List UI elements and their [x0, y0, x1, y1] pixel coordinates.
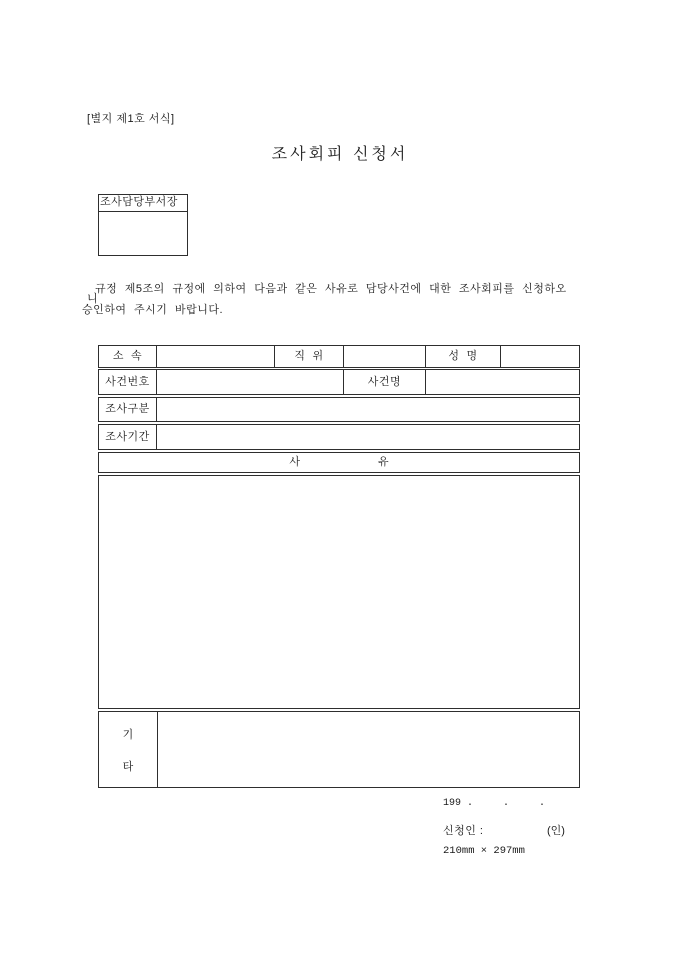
name-value-cell: [501, 346, 579, 367]
etc-label: [99, 712, 158, 787]
row-case-number-name: [98, 369, 580, 395]
approval-signature-area: [99, 212, 187, 256]
position-label: 직 위: [275, 346, 344, 367]
affiliation-label: 소 속: [99, 346, 157, 367]
intro-paragraph-line-3: 승인하여 주시기 바랍니다.: [82, 304, 224, 316]
approval-box: [98, 194, 188, 256]
reason-header-char-left: 사: [289, 456, 300, 468]
etc-label-char-1: 기: [122, 728, 134, 741]
investigation-period-value-cell: [157, 425, 579, 449]
etc-label-char-2: 타: [122, 760, 134, 773]
applicant-label: 신청인 :: [443, 825, 484, 837]
investigation-type-label: 조사구분: [99, 398, 157, 421]
etc-value-cell: [158, 712, 579, 787]
reason-header-char-right: 유: [378, 456, 389, 468]
seal-mark: (인): [547, 825, 565, 837]
intro-paragraph-line-1: 규정 제5조의 규정에 의하여 다음과 같은 사유로 담당사건에 대한 조사회피를 신청하오: [95, 283, 567, 295]
row-affiliation-position-name: [98, 345, 580, 368]
reason-header-row: [98, 452, 580, 473]
row-etc: [98, 711, 580, 788]
case-number-value-cell: [157, 370, 344, 394]
paper-size-note: 210mm × 297mm: [443, 845, 525, 857]
page-title: 조사회피 신청서: [271, 146, 409, 163]
date-line: 199 . . .: [443, 798, 546, 809]
intro-paragraph-line-2: 니: [87, 293, 99, 305]
row-investigation-type: [98, 397, 580, 422]
investigation-period-label: 조사기간: [99, 425, 157, 449]
name-label: 성 명: [426, 346, 501, 367]
case-name-value-cell: [426, 370, 579, 394]
row-investigation-period: [98, 424, 580, 450]
position-value-cell: [344, 346, 426, 367]
investigation-type-value-cell: [157, 398, 579, 421]
reason-content-area: [98, 475, 580, 709]
form-number-tag: [별지 제1호 서식]: [87, 113, 175, 125]
case-name-label: 사건명: [344, 370, 426, 394]
case-number-label: 사건번호: [99, 370, 157, 394]
affiliation-value-cell: [157, 346, 275, 367]
approval-box-header: 조사담당부서장: [99, 195, 187, 212]
